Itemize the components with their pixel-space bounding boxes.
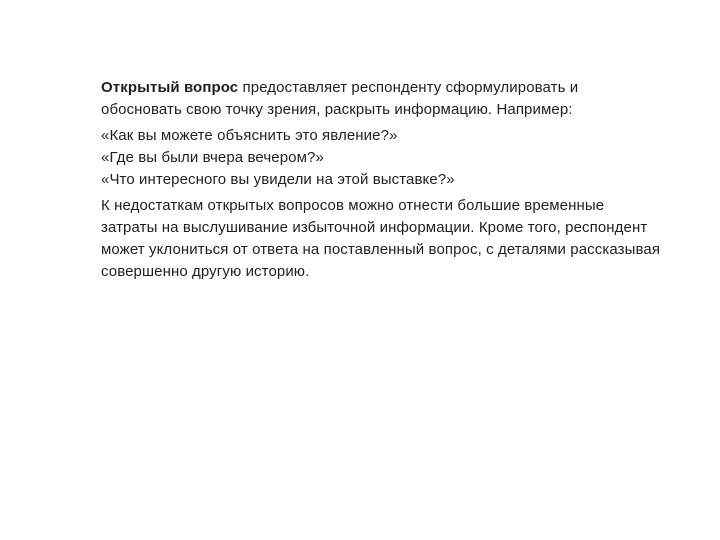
slide-text-block (101, 77, 661, 283)
intro-text: предоставляет респонденту сформулировать и обосновать свою точку зрения, раскрыть информацию. Например: (101, 79, 579, 118)
example-item: «Что интересного вы увидели на этой выставке?» (101, 171, 455, 188)
example-item: «Как вы можете объяснить это явление?» (101, 127, 398, 144)
examples-list (101, 125, 661, 191)
intro-paragraph (101, 77, 661, 121)
example-item: «Где вы были вчера вечером?» (101, 149, 324, 166)
drawbacks-paragraph: К недостаткам открытых вопросов можно отнести большие временные затраты на выслушивание избыточной информации. Кроме того, респондент может уклониться от ответа на поставленный вопрос, с деталями рассказывая совершенно другую историю. (101, 197, 661, 280)
intro-term: Открытый вопрос (101, 79, 239, 96)
